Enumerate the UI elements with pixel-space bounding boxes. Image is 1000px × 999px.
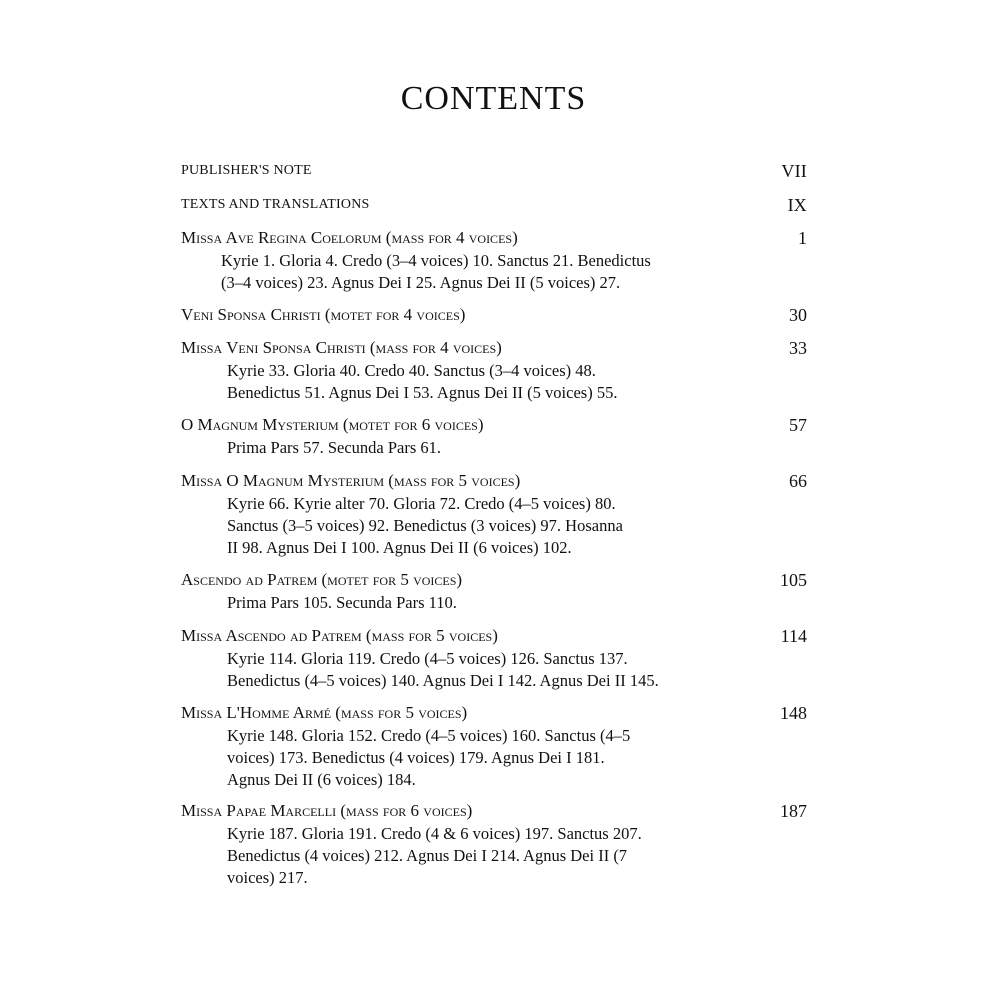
toc-entry-movements: Kyrie 148. Gloria 152. Credo (4–5 voices) 160. Sanctus (4–5 voices) 173. Benedictus (4 voices) 179. Agnus Dei I 181. Agnus Dei II (6 voices) 184. xyxy=(227,726,631,789)
toc-entry-title: Veni Sponsa Christi (motet for 4 voices) xyxy=(181,305,466,324)
toc-entry-title: Missa Ave Regina Coelorum (mass for 4 voices) xyxy=(181,228,518,247)
toc-entry-head xyxy=(181,193,807,217)
toc-entry-title: PUBLISHER'S NOTE xyxy=(181,163,312,178)
toc-entry-title: Missa Veni Sponsa Christi (mass for 4 voices) xyxy=(181,338,502,357)
toc-entry-movements: Kyrie 114. Gloria 119. Credo (4–5 voices) 126. Sanctus 137. Benedictus (4–5 voices) 140. Agnus Dei I 142. Agnus Dei II 145. xyxy=(227,649,659,690)
toc-entry-o-magnum-motet xyxy=(181,413,807,459)
toc-entry-missa-ascendo xyxy=(181,624,807,692)
toc-entry-head xyxy=(181,303,807,327)
toc-entry-head xyxy=(181,159,807,183)
toc-entry-title: Ascendo ad Patrem (motet for 5 voices) xyxy=(181,570,463,589)
toc-entry-missa-veni-sponsa xyxy=(181,336,807,404)
toc-entry-missa-o-magnum xyxy=(181,469,807,559)
toc-entry-page: 57 xyxy=(789,415,807,435)
toc-entry-title: O Magnum Mysterium (motet for 6 voices) xyxy=(181,415,484,434)
toc-entry-movements: Kyrie 33. Gloria 40. Credo 40. Sanctus (3–4 voices) 48. Benedictus 51. Agnus Dei I 53. Agnus Dei II (5 voices) 55. xyxy=(227,361,618,402)
toc-entry-publishers-note xyxy=(181,159,807,183)
toc-entry-head xyxy=(181,624,807,648)
toc-entry-page: 187 xyxy=(780,801,807,821)
page-title: CONTENTS xyxy=(400,80,587,117)
toc-entry-missa-ave-regina xyxy=(181,226,807,294)
toc-entry-head xyxy=(181,226,807,250)
toc-entry-veni-sponsa-motet xyxy=(181,303,807,327)
toc-entry-page: 30 xyxy=(789,305,807,325)
toc-entry-title: Missa Ascendo ad Patrem (mass for 5 voices) xyxy=(181,626,498,645)
toc-entry-title: Missa L'Homme Armé (mass for 5 voices) xyxy=(181,703,468,722)
toc-entry-movements: Kyrie 187. Gloria 191. Credo (4 & 6 voices) 197. Sanctus 207. Benedictus (4 voices) 212. Agnus Dei I 214. Agnus Dei II (7 voices) 217. xyxy=(227,824,642,887)
toc-entry-head xyxy=(181,413,807,437)
toc-entry-head xyxy=(181,469,807,493)
toc-entry-movements: Prima Pars 57. Secunda Pars 61. xyxy=(227,438,442,457)
toc-entry-page: 148 xyxy=(780,703,807,723)
toc-entry-movements: Kyrie 66. Kyrie alter 70. Gloria 72. Credo (4–5 voices) 80. Sanctus (3–5 voices) 92. Benedictus (3 voices) 97. Hosanna II 98. Agnus Dei I 100. Agnus Dei II (6 voices) 102. xyxy=(227,494,623,557)
toc-entry-head xyxy=(181,336,807,360)
toc-entry-page: 105 xyxy=(780,570,807,590)
toc-entry-movements: Kyrie 1. Gloria 4. Credo (3–4 voices) 10. Sanctus 21. Benedictus (3–4 voices) 23. Agnus Dei I 25. Agnus Dei II (5 voices) 27. xyxy=(221,251,651,292)
toc-entry-head xyxy=(181,568,807,592)
toc-entry-missa-lhomme-arme xyxy=(181,701,807,791)
toc-entry-page: 33 xyxy=(789,338,807,358)
toc-entry-page: 114 xyxy=(780,626,807,646)
toc-entry-movements: Prima Pars 105. Secunda Pars 110. xyxy=(227,593,457,612)
toc-entry-ascendo-motet xyxy=(181,568,807,614)
toc-entry-title: Missa Papae Marcelli (mass for 6 voices) xyxy=(181,801,473,820)
toc-entry-title: TEXTS AND TRANSLATIONS xyxy=(181,197,370,212)
toc-entry-page: 1 xyxy=(798,228,807,248)
toc-entry-texts-translations xyxy=(181,193,807,217)
toc-entry-title: Missa O Magnum Mysterium (mass for 5 voices) xyxy=(181,471,521,490)
toc-entry-missa-papae-marcelli xyxy=(181,799,807,889)
toc-entry-head xyxy=(181,799,807,823)
toc-entry-page: VII xyxy=(781,161,807,181)
toc-entry-page: IX xyxy=(787,195,807,215)
toc-entry-page: 66 xyxy=(789,471,807,491)
toc-entry-head xyxy=(181,701,807,725)
